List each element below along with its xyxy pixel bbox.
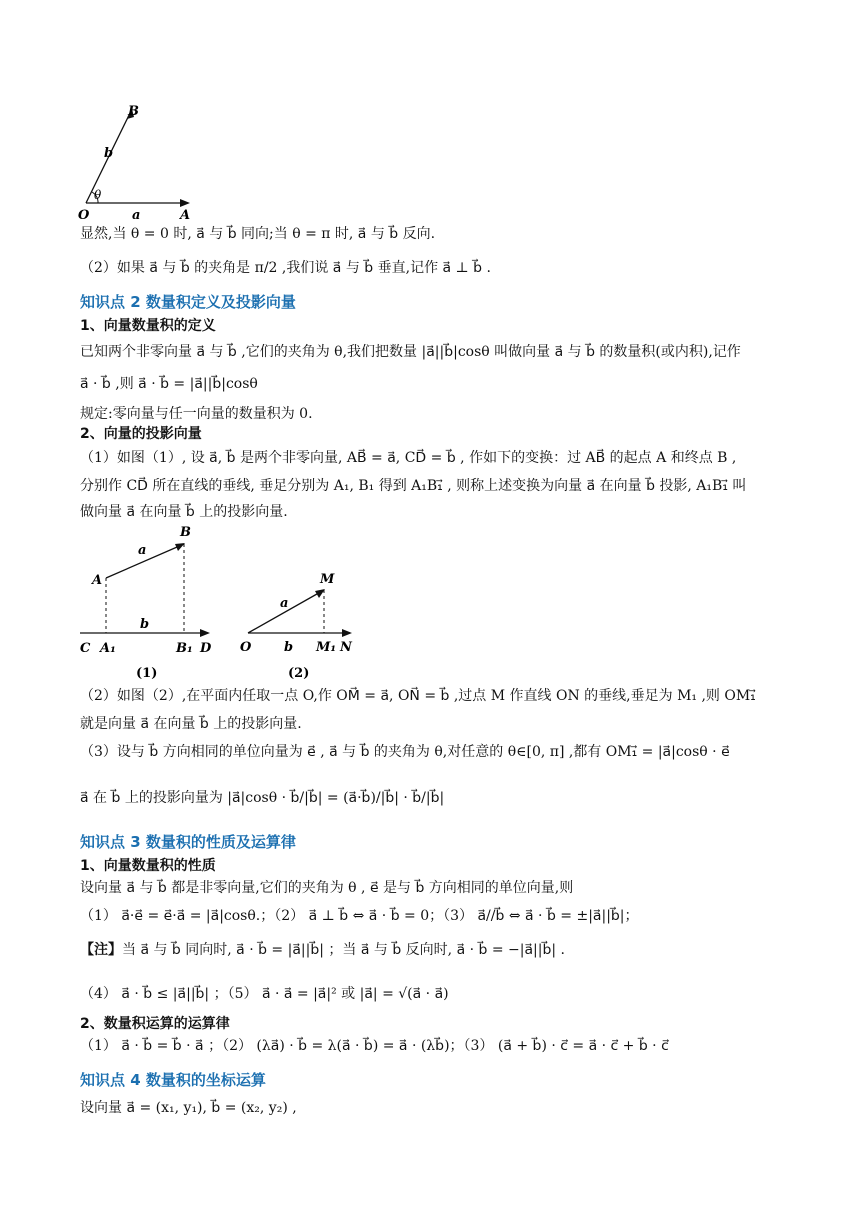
- fig2-label-a: a: [280, 596, 289, 611]
- fig1-caption: (1): [136, 666, 158, 681]
- subheading-2-1: 1、向量数量积的定义: [80, 318, 216, 334]
- text-line-14: （1） a⃗·e⃗ = e⃗·a⃗ = |a⃗|cosθ.；（2） a⃗ ⊥ b⃗ ⇔ a⃗ · b⃗ = 0；（3） a⃗//b⃗ ⇔ a⃗ · b⃗ = ±|a⃗||b⃗|；: [80, 908, 639, 924]
- fig1-label-b: b: [140, 617, 150, 632]
- projection-figure-2: [238, 565, 368, 685]
- label-theta: θ: [94, 188, 102, 202]
- text-line-6: （1）如图（1）, 设 a⃗, b⃗ 是两个非零向量, AB⃗ = a⃗, CD⃗ = b⃗ , 作如下的变换：过 AB⃗ 的起点 A 和终点 B ,: [80, 450, 737, 466]
- subheading-3-2: 2、数量积运算的运算律: [80, 1016, 230, 1032]
- text-line-13: 设向量 a⃗ 与 b⃗ 都是非零向量,它们的夹角为 θ , e⃗ 是与 b⃗ 方向相同的单位向量,则: [80, 880, 574, 896]
- fig1-label-B1: B₁: [176, 641, 193, 656]
- fig1-label-A: A: [92, 573, 103, 588]
- fig2-label-M1: M₁: [316, 640, 337, 655]
- subheading-2-2: 2、向量的投影向量: [80, 426, 202, 442]
- text-line-12: a⃗ 在 b⃗ 上的投影向量为 |a⃗|cosθ · b⃗/|b⃗| = (a⃗·b⃗)/|b⃗| · b⃗/|b⃗|: [80, 790, 445, 806]
- fig2-caption: (2): [288, 666, 310, 681]
- text-line-17: （1） a⃗ · b⃗ = b⃗ · a⃗ ；（2） (λa⃗) · b⃗ = λ(a⃗ · b⃗) = a⃗ · (λb⃗)；（3） (a⃗ + b⃗) · c⃗ = a⃗ · c⃗ + b⃗ · c⃗: [80, 1038, 669, 1054]
- text-line-10: 就是向量 a⃗ 在向量 b⃗ 上的投影向量.: [80, 716, 302, 732]
- label-b: b: [104, 146, 114, 161]
- line-CD-arrowhead: [200, 629, 210, 637]
- text-line-5: 规定:零向量与任一向量的数量积为 0.: [80, 406, 313, 422]
- fig2-label-N: N: [340, 640, 352, 655]
- text-line-15: [80, 940, 565, 960]
- label-O: O: [78, 208, 90, 223]
- note-tag: 【注】: [80, 942, 122, 958]
- heading-knowledge-4: 知识点 4 数量积的坐标运算: [80, 1071, 266, 1089]
- fig2-label-M: M: [320, 572, 335, 587]
- fig1-label-C: C: [80, 641, 91, 656]
- text-line-3: 已知两个非零向量 a⃗ 与 b⃗ ,它们的夹角为 θ,我们把数量 |a⃗||b⃗|cosθ 叫做向量 a⃗ 与 b⃗ 的数量积(或内积),记作: [80, 344, 741, 360]
- heading-knowledge-3: 知识点 3 数量积的性质及运算律: [80, 833, 296, 851]
- text-line-18: 设向量 a⃗ = (x₁, y₁), b⃗ = (x₂, y₂) ,: [80, 1100, 297, 1116]
- label-B: B: [128, 104, 139, 119]
- note-text: 当 a⃗ 与 b⃗ 同向时, a⃗ · b⃗ = |a⃗||b⃗| ；当 a⃗ 与 b⃗ 反向时, a⃗ · b⃗ = −|a⃗||b⃗| .: [122, 942, 565, 958]
- fig2-label-O: O: [240, 640, 252, 655]
- text-line-16: （4） a⃗ · b⃗ ≤ |a⃗||b⃗| ；（5） a⃗ · a⃗ = |a⃗|² 或 |a⃗| = √(a⃗ · a⃗): [80, 986, 449, 1002]
- text-line-8: 做向量 a⃗ 在向量 b⃗ 上的投影向量.: [80, 504, 288, 520]
- label-A: A: [180, 208, 191, 223]
- fig1-label-D: D: [200, 641, 212, 656]
- fig1-label-B: B: [180, 525, 191, 540]
- text-line-2: （2）如果 a⃗ 与 b⃗ 的夹角是 π/2 ,我们说 a⃗ 与 b⃗ 垂直,记作 a⃗ ⊥ b⃗ .: [80, 260, 491, 276]
- fig1-label-A1: A₁: [100, 641, 116, 656]
- text-line-4: a⃗ · b⃗ ,则 a⃗ · b⃗ = |a⃗||b⃗|cosθ: [80, 376, 258, 392]
- text-line-1: 显然,当 θ = 0 时, a⃗ 与 b⃗ 同向;当 θ = π 时, a⃗ 与 b⃗ 反向.: [80, 226, 436, 242]
- fig2-label-b: b: [284, 640, 294, 655]
- label-a: a: [132, 208, 141, 223]
- angle-figure: [70, 95, 210, 225]
- text-line-9: （2）如图（2）,在平面内任取一点 O,作 OM⃗ = a⃗, ON⃗ = b⃗ ,过点 M 作直线 ON 的垂线,垂足为 M₁ ,则 OM₁⃗: [80, 688, 756, 704]
- heading-knowledge-2: 知识点 2 数量积定义及投影向量: [80, 293, 296, 311]
- projection-figure-1: [78, 520, 228, 685]
- line-ON-arrowhead: [342, 629, 352, 637]
- vector-a-arrowhead: [180, 199, 190, 207]
- subheading-3-1: 1、向量数量积的性质: [80, 858, 216, 874]
- fig1-label-a: a: [138, 543, 147, 558]
- text-line-11: （3）设与 b⃗ 方向相同的单位向量为 e⃗ , a⃗ 与 b⃗ 的夹角为 θ,对任意的 θ∈[0, π] ,都有 OM₁⃗ = |a⃗|cosθ · e⃗: [80, 744, 730, 760]
- text-line-7: 分别作 CD⃗ 所在直线的垂线, 垂足分别为 A₁, B₁ 得到 A₁B₁⃗ , 则称上述变换为向量 a⃗ 在向量 b⃗ 投影, A₁B₁⃗ 叫: [80, 478, 747, 494]
